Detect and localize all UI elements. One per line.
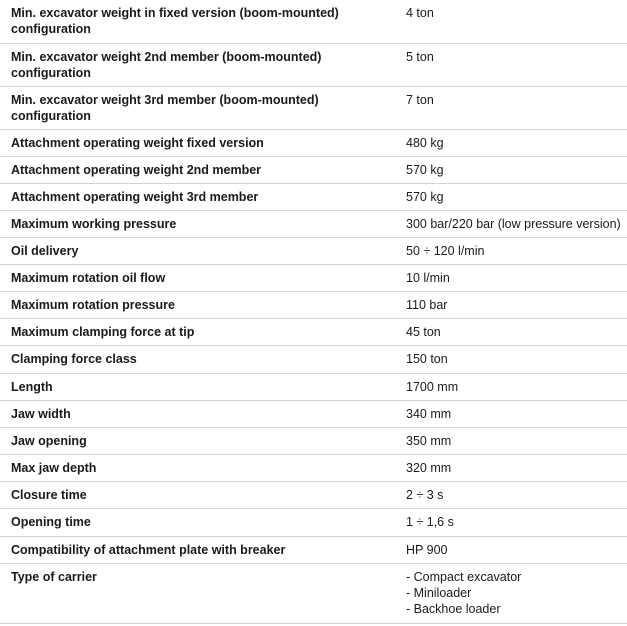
spec-value: 10 l/min xyxy=(398,264,627,291)
table-row xyxy=(0,427,627,454)
table-row xyxy=(0,291,627,318)
spec-value: 350 mm xyxy=(398,427,627,454)
carrier-type-item: - Compact excavator xyxy=(406,569,522,584)
spec-value: 150 ton xyxy=(398,345,627,373)
table-row xyxy=(0,454,627,481)
spec-value: 320 mm xyxy=(398,454,627,481)
spec-value: 110 bar xyxy=(398,291,627,318)
carrier-type-item: - Backhoe loader xyxy=(406,601,501,616)
carrier-type-item: - Miniloader xyxy=(406,585,472,600)
spec-value: 300 bar/220 bar (low pressure version) xyxy=(398,210,627,237)
spec-value: 7 ton xyxy=(398,86,627,129)
carrier-types xyxy=(398,563,627,623)
table-row xyxy=(0,345,627,373)
spec-value: HP 900 xyxy=(398,536,627,563)
table-row xyxy=(0,0,627,43)
spec-value: 2 ÷ 3 s xyxy=(398,481,627,508)
spec-label: Attachment operating weight fixed version xyxy=(0,129,398,156)
spec-label: Min. excavator weight in fixed version (boom-mounted) configuration xyxy=(0,0,398,43)
spec-value: 4 ton xyxy=(398,0,627,43)
table-row xyxy=(0,156,627,183)
spec-label: Compatibility of attachment plate with breaker xyxy=(0,536,398,563)
spec-value: 340 mm xyxy=(398,400,627,427)
spec-label: Length xyxy=(0,373,398,400)
spec-label: Opening time xyxy=(0,508,398,536)
spec-value: 1700 mm xyxy=(398,373,627,400)
spec-label: Closure time xyxy=(0,481,398,508)
table-row xyxy=(0,183,627,210)
spec-label: Maximum rotation pressure xyxy=(0,291,398,318)
table-row xyxy=(0,129,627,156)
spec-label: Oil delivery xyxy=(0,237,398,264)
spec-label: Maximum clamping force at tip xyxy=(0,318,398,345)
spec-value: 45 ton xyxy=(398,318,627,345)
table-row xyxy=(0,210,627,237)
spec-label: Attachment operating weight 2nd member xyxy=(0,156,398,183)
spec-value: 570 kg xyxy=(398,183,627,210)
table-row xyxy=(0,86,627,129)
spec-value: 570 kg xyxy=(398,156,627,183)
spec-value: 5 ton xyxy=(398,43,627,86)
spec-value: 1 ÷ 1,6 s xyxy=(398,508,627,536)
table-row xyxy=(0,373,627,400)
table-row xyxy=(0,237,627,264)
table-row xyxy=(0,563,627,623)
spec-label: Min. excavator weight 2nd member (boom-mounted) configuration xyxy=(0,43,398,86)
spec-value: 480 kg xyxy=(398,129,627,156)
spec-label: Maximum rotation oil flow xyxy=(0,264,398,291)
spec-label: Max jaw depth xyxy=(0,454,398,481)
spec-label: Attachment operating weight 3rd member xyxy=(0,183,398,210)
table-row xyxy=(0,508,627,536)
spec-label: Jaw width xyxy=(0,400,398,427)
spec-label: Jaw opening xyxy=(0,427,398,454)
table-row xyxy=(0,43,627,86)
table-row xyxy=(0,318,627,345)
table-row xyxy=(0,400,627,427)
spec-label: Min. excavator weight 3rd member (boom-mounted) configuration xyxy=(0,86,398,129)
spec-label: Clamping force class xyxy=(0,345,398,373)
spec-label: Maximum working pressure xyxy=(0,210,398,237)
table-row xyxy=(0,536,627,563)
spec-label: Type of carrier xyxy=(0,563,398,623)
spec-value: 50 ÷ 120 l/min xyxy=(398,237,627,264)
table-row xyxy=(0,264,627,291)
table-row xyxy=(0,481,627,508)
